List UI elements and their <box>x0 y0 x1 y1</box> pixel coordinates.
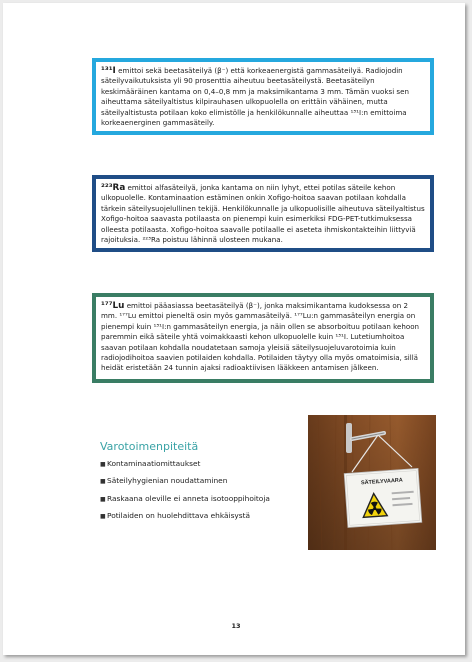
list-item-label: Kontaminaatiomittaukset <box>107 459 201 468</box>
precautions-title: Varotoimenpiteitä <box>100 440 199 453</box>
iodine-text: emittoi sekä beetasäteilyä (β⁻) että korkeaenergistä gammasäteilyä. Radiojodin säteilyvaikutuksista yli 90 prosenttia aiheutuu beetasäteilystä. Beetasäteilyn keskimääräinen kantama on 0,4–0,8 mm ja maksimikantama 3 mm. Tämän vuoksi sen aiheuttama säteilyaltistus kilpirauhasen ulkopuolella on erittäin vähäinen, mutta säteilyaltistusta potilaan koko elimistölle ja henkilökunnalle aiheuttaa ¹³¹I:n emittoima korkeaenerginen gammasäteily. <box>101 66 409 128</box>
radiation-sign-photo <box>308 415 436 550</box>
iodine-isotope-label: ¹³¹I <box>101 66 116 76</box>
bullet-square-icon: ■ <box>100 478 106 486</box>
radium-paragraph <box>101 183 425 245</box>
warning-sign <box>344 468 422 527</box>
lutetium-text: emittoi pääasiassa beetasäteilyä (β⁻), jonka maksimikantama kudoksessa on 2 mm. ¹⁷⁷Lu emittoi pieneltä osin myös gammasäteilyä. ¹⁷⁷Lu:n gammasäteilyn energia on pienempi kuin ¹³¹I:n gammasäteilyn energia, ja näin ollen se absorboituu potilaan kehoon paremmin eikä säteile yhtä voimakkaasti kehon ulkopuolelle kuin ¹³¹I. Lutetiumhoitoa saavan potilaan kohdalla noudatetaan samoja yleisiä säteilysuojeluvarotoimia kuin radiojodihoitoa saavien potilaiden kohdalla. Potilaiden täytyy olla myös omatoimisia, sillä heidät eristetään 24 tunnin ajaksi radioaktiivisen lääkkeen antamisen jälkeen. <box>101 301 420 373</box>
lutetium-info-box <box>92 293 434 383</box>
list-item <box>100 459 270 476</box>
radium-isotope-label: ²²³Ra <box>101 183 126 193</box>
list-item-label: Raskaana oleville ei anneta isotooppihoitoja <box>107 493 270 503</box>
list-item <box>100 511 270 528</box>
lutetium-isotope-label: ¹⁷⁷Lu <box>101 301 125 311</box>
iodine-paragraph <box>101 66 425 128</box>
bullet-square-icon: ■ <box>100 461 106 468</box>
list-item <box>100 476 270 493</box>
list-item-label: Säteilyhygienian noudattaminen <box>107 476 228 486</box>
lutetium-paragraph <box>101 301 425 374</box>
list-item <box>100 494 270 511</box>
precautions-list <box>100 459 270 528</box>
radium-text: emittoi alfasäteilyä, jonka kantama on niin lyhyt, ettei potilas säteile kehon ulkopuolelle. Kontaminaation estäminen onkin Xofigo-hoitoa saavan potilaan kohdalla tärkein säteilysuojelullinen tekijä. Henkilökunnalle ja ulkopuolisille aiheutuva säteilyaltistus Xofigo-hoitoa saavasta potilaasta on pienempi kuin esimerkiksi FDG-PET-tutkimuksessa olleesta potilaasta. Xofigo-hoitoa saavalle potilaalle ei aseteta ihmiskontakteihin liittyviä rajoituksia. ²²³Ra poistuu lähinnä ulosteen mukana. <box>101 183 425 245</box>
bullet-square-icon: ■ <box>100 512 106 520</box>
list-item-label: Potilaiden on huolehdittava ehkäisystä <box>107 510 251 520</box>
page-number: 13 <box>231 622 241 630</box>
radium-info-box <box>92 175 434 252</box>
iodine-info-box <box>92 58 434 135</box>
bullet-square-icon: ■ <box>100 495 106 503</box>
door-sign-illustration <box>308 415 436 550</box>
sign-text: SÄTEILYVAARA <box>360 477 403 487</box>
